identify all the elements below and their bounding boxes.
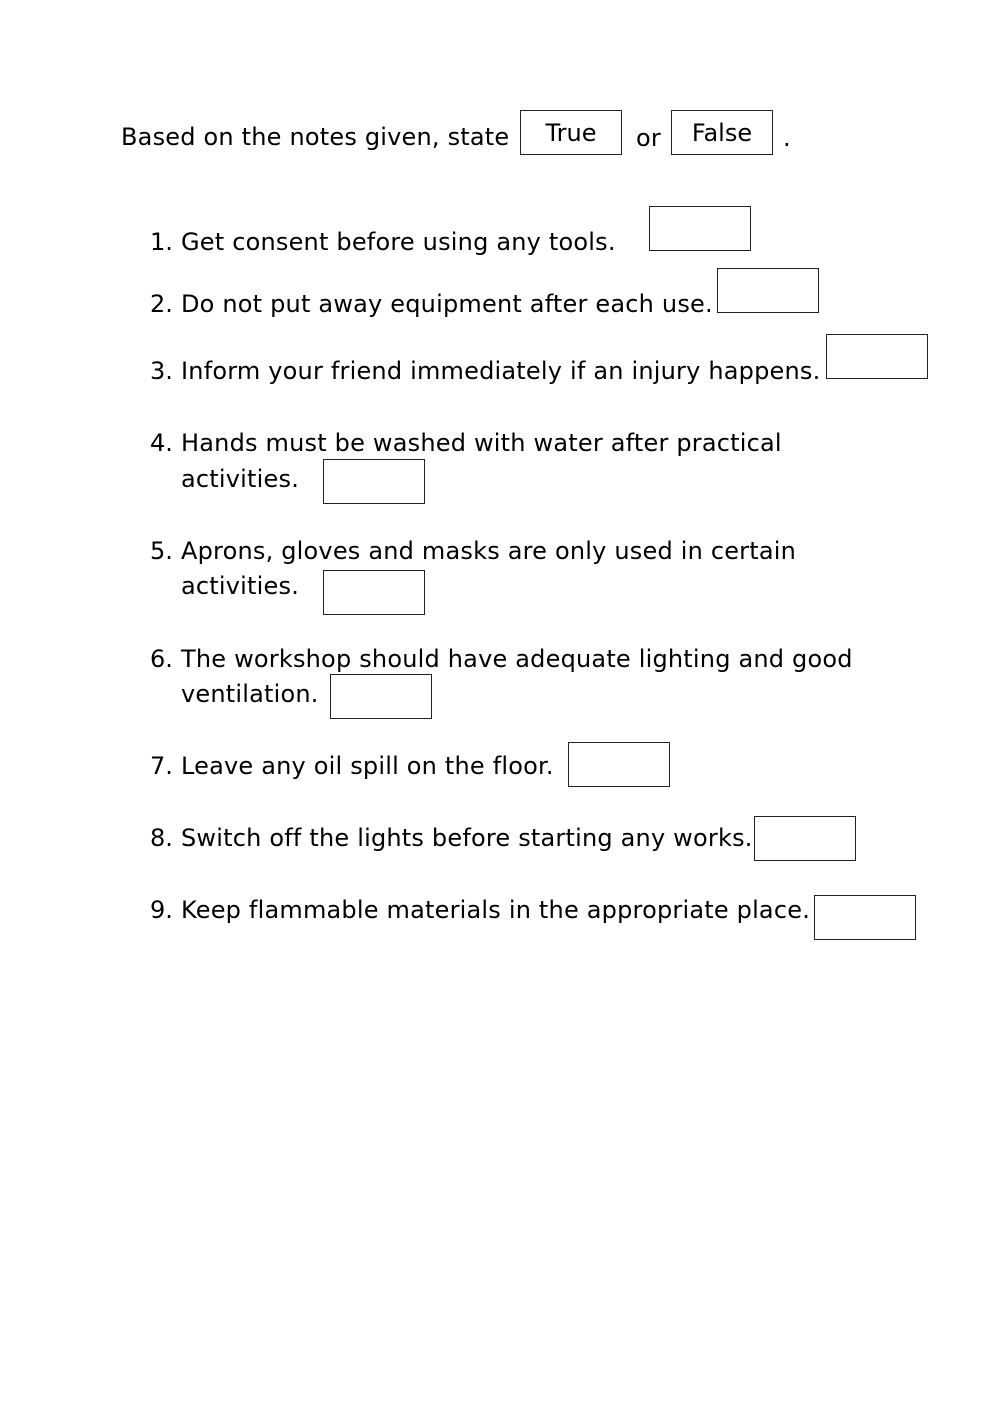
answer-box-2[interactable] [717, 268, 819, 313]
instruction-or-text: or [636, 124, 661, 152]
item-text-line-2: activities. [181, 465, 300, 493]
item-text: Get consent before using any tools. [181, 228, 616, 256]
item-number: 8. [150, 824, 173, 852]
item-text: Leave any oil spill on the floor. [181, 752, 554, 780]
item-text: Do not put away equipment after each use. [181, 290, 713, 318]
answer-box-8[interactable] [754, 816, 856, 861]
item-number: 3. [150, 357, 173, 385]
answer-box-4[interactable] [323, 459, 425, 504]
option-true-box[interactable]: True [520, 110, 622, 155]
answer-box-6[interactable] [330, 674, 432, 719]
item-text: Switch off the lights before starting any works. [181, 824, 753, 852]
item-number: 5. [150, 537, 173, 565]
item-text-line-1: Hands must be washed with water after practical [181, 429, 782, 457]
item-text-line-1: Aprons, gloves and masks are only used in certain [181, 537, 797, 565]
answer-box-9[interactable] [814, 895, 916, 940]
instruction-period: . [783, 124, 791, 152]
answer-box-1[interactable] [649, 206, 751, 251]
item-text: Keep flammable materials in the appropriate place. [181, 896, 811, 924]
item-number: 9. [150, 896, 173, 924]
item-number: 4. [150, 429, 173, 457]
item-number: 1. [150, 228, 173, 256]
answer-box-3[interactable] [826, 334, 928, 379]
answer-box-7[interactable] [568, 742, 670, 787]
item-number: 7. [150, 752, 173, 780]
item-text: Inform your friend immediately if an injury happens. [181, 357, 821, 385]
item-text-line-1: The workshop should have adequate lighting and good [181, 645, 853, 673]
item-text-line-2: activities. [181, 572, 300, 600]
option-false-box[interactable]: False [671, 110, 773, 155]
item-number: 6. [150, 645, 173, 673]
answer-box-5[interactable] [323, 570, 425, 615]
item-number: 2. [150, 290, 173, 318]
instruction-text: Based on the notes given, state [121, 123, 510, 151]
item-text-line-2: ventilation. [181, 680, 319, 708]
